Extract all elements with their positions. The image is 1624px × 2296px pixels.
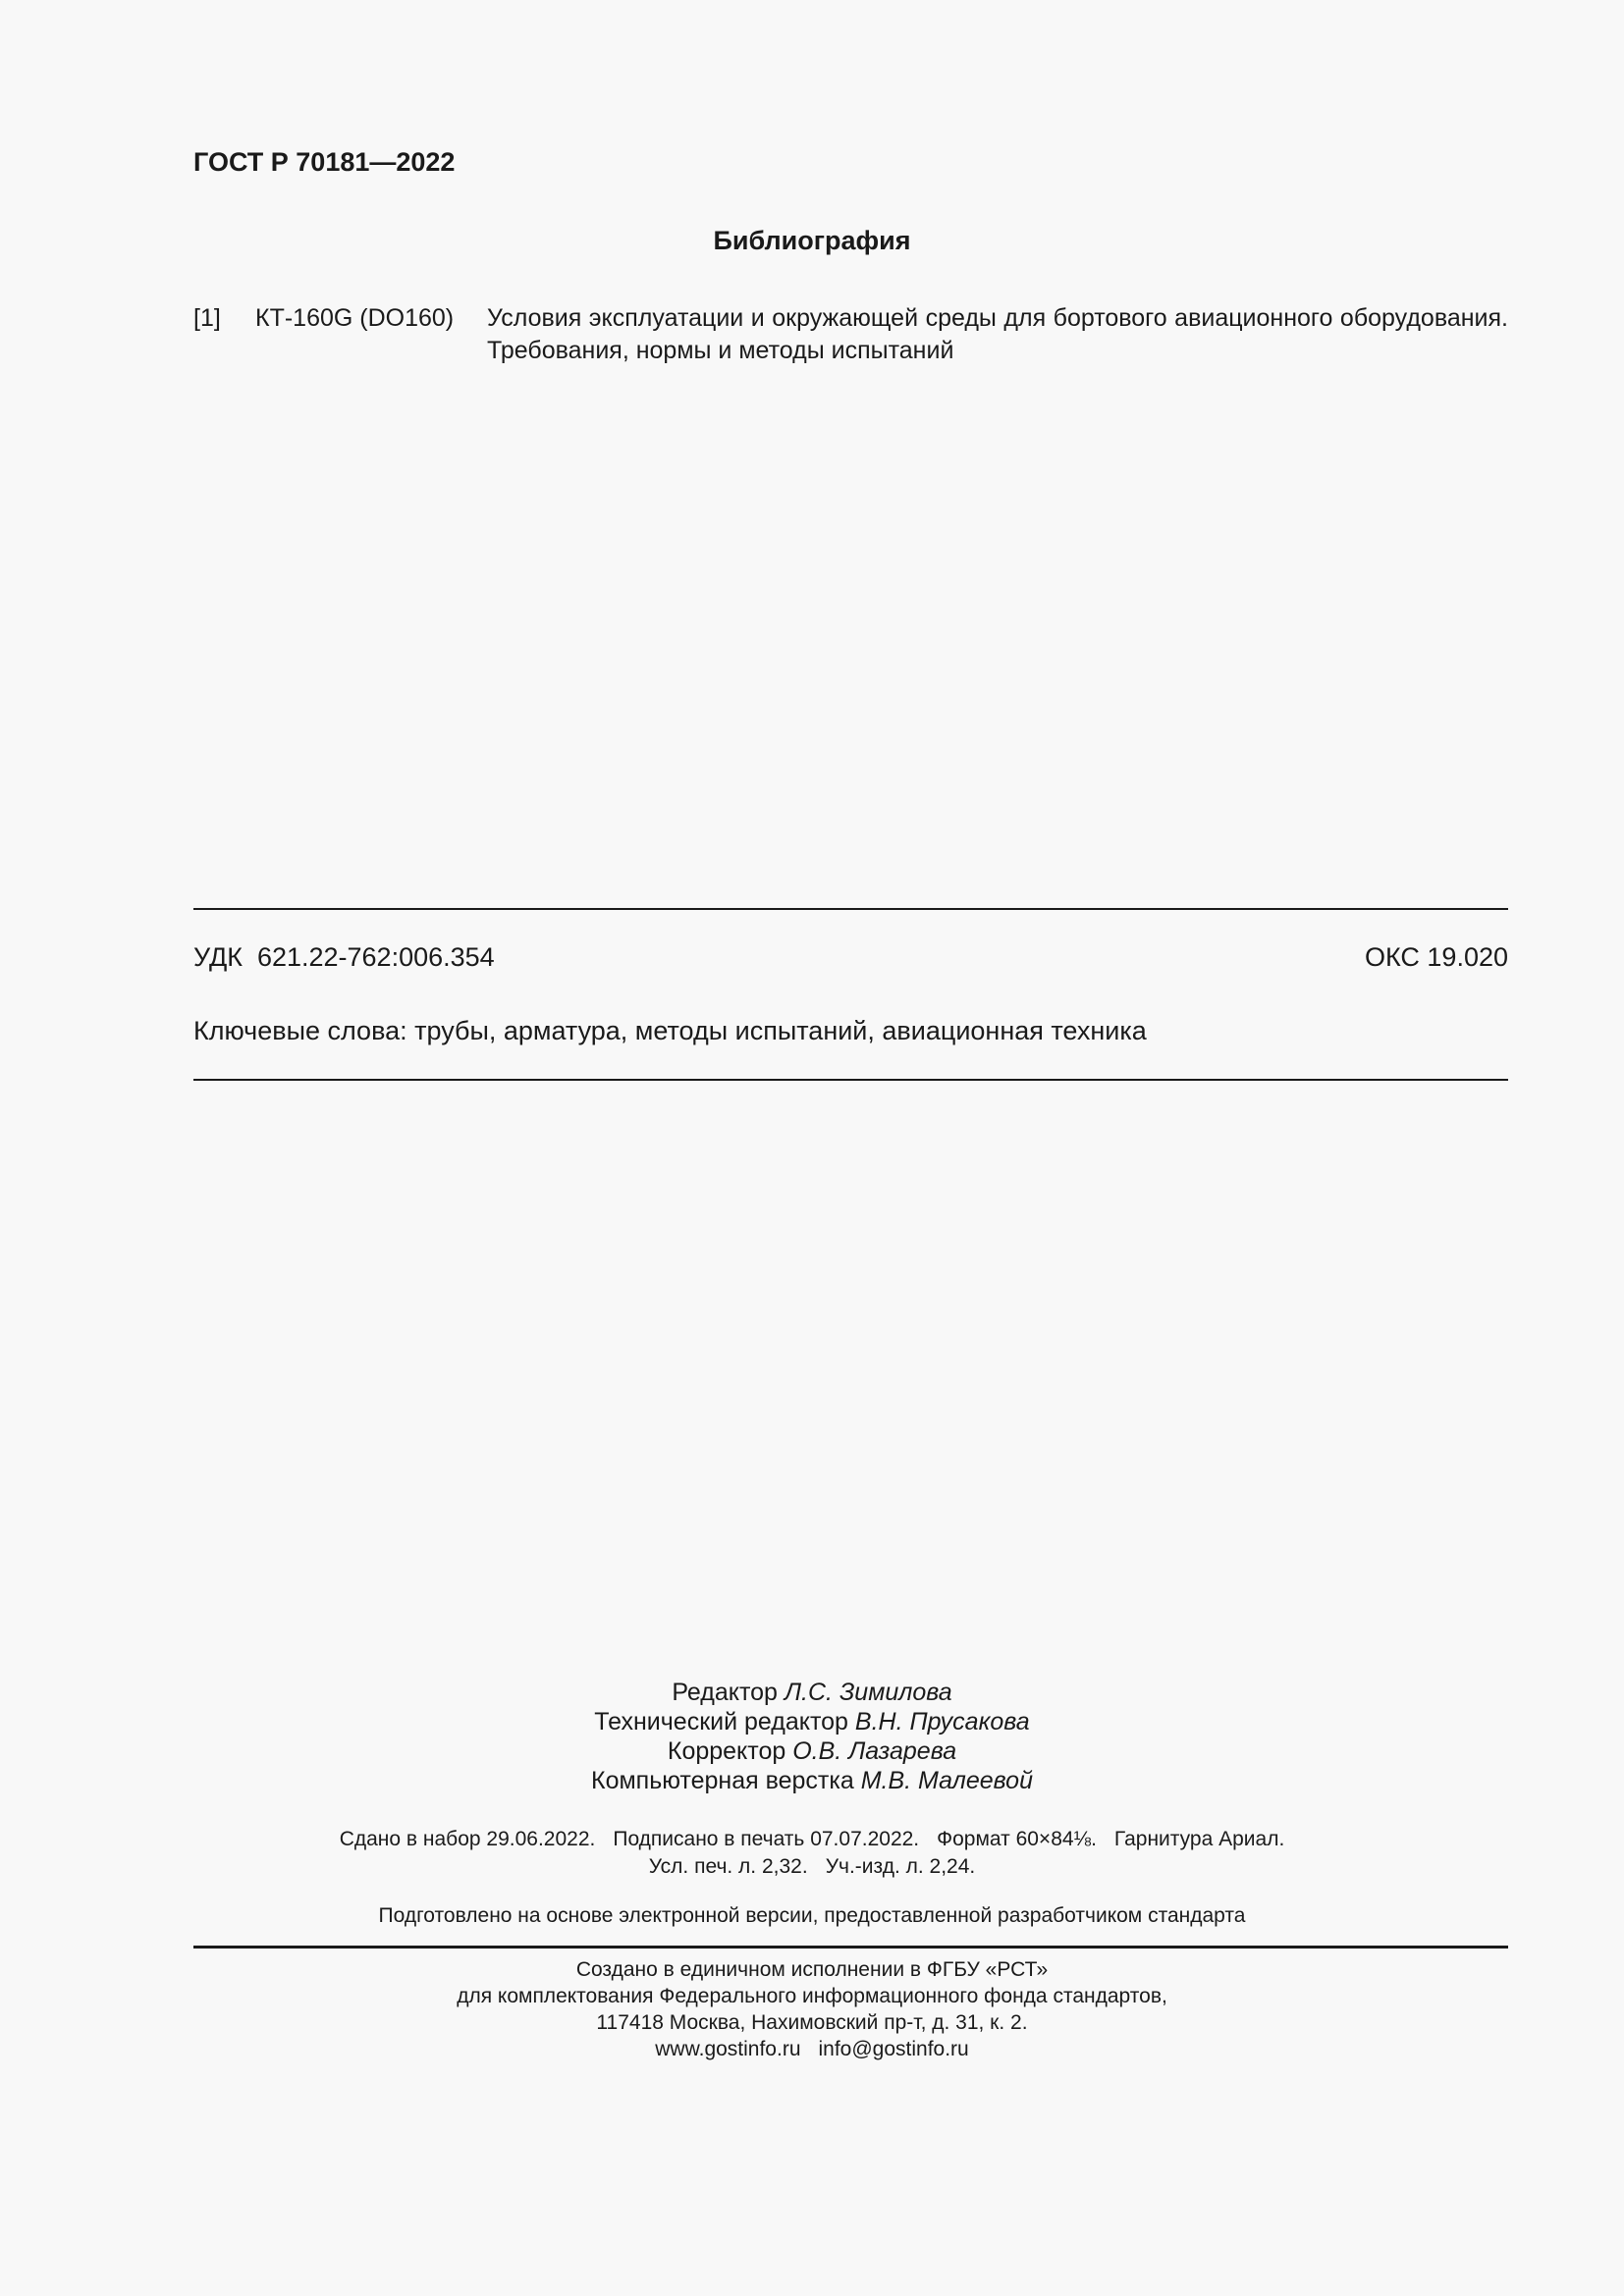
signed-date: Подписано в печать 07.07.2022. — [613, 1828, 920, 1850]
publication-sheets: Уч.-изд. л. 2,24. — [825, 1855, 976, 1878]
staff-name: О.В. Лазарева — [792, 1737, 957, 1765]
staff-role: Редактор — [672, 1679, 778, 1706]
publisher-footer — [0, 1956, 1624, 2062]
bibliography-entry-code: КТ-160G (DO160) — [255, 304, 455, 332]
conventional-sheets: Усл. печ. л. 2,32. — [648, 1855, 808, 1878]
staff-line-corrector — [0, 1736, 1624, 1766]
staff-line-layout — [0, 1766, 1624, 1795]
print-info-line-1 — [0, 1826, 1624, 1853]
staff-name: Л.С. Зимилова — [784, 1679, 952, 1706]
typeface: Гарнитура Ариал. — [1113, 1828, 1285, 1850]
footer-line-2: для комплектования Федерального информационного фонда стандартов, — [457, 1985, 1167, 2007]
staff-credits — [0, 1678, 1624, 1795]
footer-divider — [193, 1946, 1508, 1949]
print-info — [0, 1826, 1624, 1881]
staff-name: М.В. Малеевой — [860, 1767, 1033, 1794]
print-info-line-2 — [0, 1853, 1624, 1881]
udk-code: УДК 621.22-762:006.354 — [193, 942, 495, 972]
bibliography-entry-number: [1] — [193, 304, 221, 332]
bibliography-title: Библиография — [713, 226, 911, 255]
top-divider — [193, 908, 1508, 910]
staff-role: Корректор — [667, 1737, 786, 1765]
footer-contacts — [0, 2036, 1624, 2062]
staff-line-editor — [0, 1678, 1624, 1707]
staff-line-tech-editor — [0, 1707, 1624, 1736]
submitted-date: Сдано в набор 29.06.2022. — [339, 1828, 596, 1850]
footer-line-1: Создано в единичном исполнении в ФГБУ «РСТ» — [575, 1958, 1049, 1981]
paper-format: Формат 60×84⅛. — [937, 1828, 1097, 1850]
email-link[interactable]: info@gostinfo.ru — [818, 2038, 969, 2060]
staff-role: Компьютерная верстка — [591, 1767, 854, 1794]
bibliography-entry-description: Условия эксплуатации и окружающей среды для бортового авиационного оборудования. Требования, нормы и методы испытаний — [487, 304, 1508, 364]
website-link[interactable]: www.gostinfo.ru — [655, 2038, 801, 2060]
prepared-note: Подготовлено на основе электронной версии, предоставленной разработчиком стандарта — [378, 1904, 1246, 1927]
staff-role: Технический редактор — [594, 1708, 848, 1735]
keywords: Ключевые слова: трубы, арматура, методы испытаний, авиационная техника — [193, 1016, 1147, 1045]
bottom-divider — [193, 1079, 1508, 1081]
oks-code: ОКС 19.020 — [1364, 942, 1508, 972]
document-code: ГОСТ Р 70181—2022 — [193, 147, 456, 177]
footer-line-3: 117418 Москва, Нахимовский пр-т, д. 31, к. 2. — [596, 2011, 1028, 2034]
staff-name: В.Н. Прусакова — [854, 1708, 1030, 1735]
